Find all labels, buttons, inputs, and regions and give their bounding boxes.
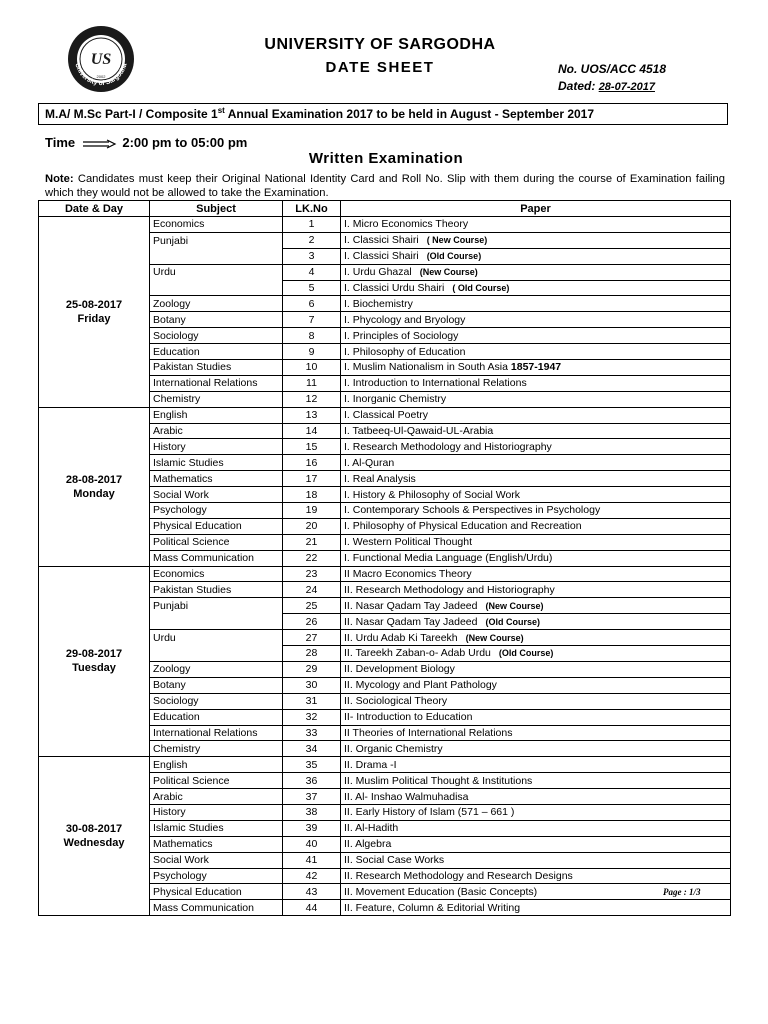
subject-cell: Punjabi (150, 232, 283, 248)
lk-number-cell: 40 (283, 836, 341, 852)
subject-cell: Physical Education (150, 884, 283, 900)
course-tag: ( Old Course) (452, 283, 510, 293)
lk-number-cell: 3 (283, 248, 341, 264)
paper-cell (341, 296, 731, 312)
subject-cell: Zoology (150, 661, 283, 677)
paper-title: I. Classici Urdu Shairi (344, 282, 445, 294)
paper-title: II. Feature, Column & Editorial Writing (344, 901, 521, 914)
subject-cell: Political Science (150, 773, 283, 789)
course-tag: (New Course) (485, 600, 544, 611)
exam-title-box (38, 103, 728, 125)
subject-cell: Punjabi (150, 598, 283, 614)
subject-cell: Education (150, 709, 283, 725)
lk-number-cell: 7 (283, 312, 341, 328)
lk-number-cell: 12 (283, 391, 341, 407)
date-day-cell (39, 757, 150, 916)
subject-cell: Social Work (150, 487, 283, 503)
exam-time (45, 135, 247, 150)
dated-label: Dated: (558, 79, 596, 93)
lk-number-cell: 34 (283, 741, 341, 757)
paper-title: II. Sociological Theory (344, 695, 448, 708)
paper-cell (341, 503, 731, 519)
paper-cell (341, 646, 731, 662)
paper-cell (341, 852, 731, 868)
lk-number-cell: 19 (283, 503, 341, 519)
paper-title: II. Muslim Political Thought & Institutions (344, 774, 533, 787)
subject-cell: Botany (150, 677, 283, 693)
paper-cell (341, 836, 731, 852)
lk-number-cell: 41 (283, 852, 341, 868)
paper-title: I. Classical Poetry (344, 409, 429, 422)
university-logo-icon (67, 25, 135, 93)
paper-title: II. Nasar Qadam Tay Jadeed (344, 599, 478, 612)
header-subject: Subject (150, 201, 283, 217)
paper-cell (341, 455, 731, 471)
paper-title: II. Organic Chemistry (344, 742, 443, 755)
subject-cell: English (150, 407, 283, 423)
paper-cell (341, 677, 731, 693)
lk-number-cell: 38 (283, 804, 341, 820)
paper-cell (341, 773, 731, 789)
subject-cell: Chemistry (150, 741, 283, 757)
dated-line (558, 79, 655, 93)
written-exam-heading: Written Examination (308, 150, 464, 167)
lk-number-cell: 15 (283, 439, 341, 455)
paper-cell (341, 217, 731, 233)
header-date-day: Date & Day (39, 201, 150, 217)
paper-title: I. Contemporary Schools & Perspectives in Psychology (344, 504, 601, 517)
subject-cell: Political Science (150, 534, 283, 550)
paper-title: II. Research Methodology and Historiography (344, 583, 555, 596)
subject-cell: History (150, 804, 283, 820)
paper-title: I. Biochemistry (344, 297, 413, 310)
paper-cell (341, 566, 731, 582)
subject-cell: Mathematics (150, 471, 283, 487)
lk-number-cell: 8 (283, 328, 341, 344)
paper-title: II. Development Biology (344, 663, 455, 676)
paper-title: II. Al-Hadith (344, 822, 399, 835)
lk-number-cell: 35 (283, 757, 341, 773)
subject-cell: International Relations (150, 725, 283, 741)
subject-cell: Arabic (150, 789, 283, 805)
subject-cell: Economics (150, 566, 283, 582)
paper-cell (341, 344, 731, 360)
paper-cell (341, 725, 731, 741)
paper-title: I. Principles of Sociology (344, 329, 459, 342)
paper-cell (341, 804, 731, 820)
course-tag: (New Course) (465, 632, 524, 643)
paper-title: II. Algebra (344, 838, 392, 851)
subject-cell: Chemistry (150, 391, 283, 407)
lk-number-cell: 23 (283, 566, 341, 582)
exam-day: Monday (73, 487, 115, 500)
subject-cell (150, 248, 283, 264)
table-body (39, 217, 731, 916)
table-header-row (39, 201, 731, 217)
paper-cell (341, 487, 731, 503)
paper-cell (341, 789, 731, 805)
paper-cell (341, 232, 731, 248)
exam-title-sup: st (217, 106, 225, 115)
paper-cell (341, 614, 731, 630)
paper-cell (341, 709, 731, 725)
subject-cell: Education (150, 344, 283, 360)
paper-cell (341, 264, 731, 280)
subject-cell: Zoology (150, 296, 283, 312)
lk-number-cell: 5 (283, 280, 341, 296)
course-tag: (Old Course) (426, 251, 482, 262)
lk-number-cell: 25 (283, 598, 341, 614)
subject-cell: Sociology (150, 328, 283, 344)
subject-cell: Psychology (150, 503, 283, 519)
paper-title: I. Research Methodology and Historiography (344, 440, 552, 453)
paper-title: II. Nasar Qadam Tay Jadeed (344, 615, 478, 628)
paper-cell (341, 582, 731, 598)
lk-number-cell: 20 (283, 518, 341, 534)
subject-cell: Economics (150, 217, 283, 233)
lk-number-cell: 10 (283, 360, 341, 376)
exam-date: 29-08-2017 (65, 648, 123, 661)
paper-title: I. Phycology and Bryology (344, 313, 466, 326)
page-number: Page : 1/3 (663, 887, 701, 897)
time-value: 2:00 pm to 05:00 pm (122, 135, 248, 150)
paper-cell (341, 471, 731, 487)
svg-text:US: US (90, 51, 112, 68)
paper-cell (341, 312, 731, 328)
exam-date: 30-08-2017 (65, 823, 123, 836)
lk-number-cell: 36 (283, 773, 341, 789)
lk-number-cell: 28 (283, 646, 341, 662)
exam-date: 28-08-2017 (65, 473, 123, 486)
paper-title: I. Muslim Nationalism in South Asia (344, 361, 508, 374)
subject-cell: Urdu (150, 264, 283, 280)
lk-number-cell: 4 (283, 264, 341, 280)
table-row (39, 757, 731, 773)
paper-cell (341, 375, 731, 391)
paper-title: II Theories of International Relations (344, 726, 513, 739)
paper-cell (341, 407, 731, 423)
header-lk-no: LK.No (283, 201, 341, 217)
lk-number-cell: 18 (283, 487, 341, 503)
paper-title: II Macro Economics Theory (344, 568, 472, 581)
paper-title: I. Philosophy of Education (344, 345, 466, 358)
paper-title: II. Urdu Adab Ki Tareekh (344, 631, 458, 644)
exam-date: 25-08-2017 (65, 298, 123, 311)
exam-title-prefix: M.A/ M.Sc Part-I / Composite 1 (45, 107, 218, 121)
lk-number-cell: 30 (283, 677, 341, 693)
lk-number-cell: 42 (283, 868, 341, 884)
date-day-cell (39, 217, 150, 408)
paper-title: I. Classici Shairi (344, 250, 419, 263)
lk-number-cell: 13 (283, 407, 341, 423)
exam-day: Tuesday (72, 662, 116, 675)
paper-title: II. Mycology and Plant Pathology (344, 679, 497, 692)
lk-number-cell: 16 (283, 455, 341, 471)
lk-number-cell: 33 (283, 725, 341, 741)
date-day-cell (39, 566, 150, 757)
subject-cell: Physical Education (150, 518, 283, 534)
paper-title: II. Tareekh Zaban-o- Adab Urdu (344, 647, 491, 660)
course-tag: (Old Course) (485, 616, 540, 627)
lk-number-cell: 14 (283, 423, 341, 439)
subject-cell: Urdu (150, 630, 283, 646)
lk-number-cell: 37 (283, 789, 341, 805)
paper-title: II. Drama -I (344, 758, 397, 771)
paper-cell (341, 757, 731, 773)
header-paper: Paper (341, 201, 731, 217)
table-row (39, 217, 731, 233)
paper-cell (341, 391, 731, 407)
paper-cell (341, 518, 731, 534)
subject-cell: Mass Communication (150, 550, 283, 566)
paper-title: I. Inorganic Chemistry (344, 393, 447, 406)
subject-cell (150, 280, 283, 296)
course-tag: (Old Course) (498, 648, 554, 659)
lk-number-cell: 11 (283, 375, 341, 391)
paper-cell (341, 423, 731, 439)
reference-number: No. UOS/ACC 4518 (558, 62, 667, 76)
dated-value: 28-07-2017 (598, 81, 655, 93)
paper-cell (341, 598, 731, 614)
lk-number-cell: 24 (283, 582, 341, 598)
subject-cell: Psychology (150, 868, 283, 884)
arrow-right-icon (81, 139, 117, 149)
lk-number-cell: 32 (283, 709, 341, 725)
date-sheet-title: DATE SHEET (325, 59, 435, 76)
paper-cell (341, 868, 731, 884)
paper-cell (341, 693, 731, 709)
paper-cell (341, 439, 731, 455)
lk-number-cell: 27 (283, 630, 341, 646)
note-label: Note: (45, 173, 74, 185)
paper-title: II- Introduction to Education (344, 711, 473, 724)
note-paragraph (45, 172, 725, 200)
paper-title: I. Classici Shairi (344, 234, 419, 247)
subject-cell: Sociology (150, 693, 283, 709)
lk-number-cell: 2 (283, 232, 341, 248)
subject-cell: International Relations (150, 375, 283, 391)
lk-number-cell: 43 (283, 884, 341, 900)
paper-cell (341, 550, 731, 566)
lk-number-cell: 31 (283, 693, 341, 709)
lk-number-cell: 44 (283, 900, 341, 916)
subject-cell: Mathematics (150, 836, 283, 852)
lk-number-cell: 22 (283, 550, 341, 566)
paper-cell (341, 630, 731, 646)
paper-year-range: 1857-1947 (510, 361, 562, 374)
note-text: Candidates must keep their Original National Identity Card and Roll No. Slip with them during the course of Examination failing which they would not be allowed to take the Examination. (45, 173, 725, 199)
paper-cell (341, 741, 731, 757)
paper-title: II. Al- Inshao Walmuhadisa (344, 790, 469, 803)
subject-cell: Pakistan Studies (150, 582, 283, 598)
paper-cell (341, 820, 731, 836)
lk-number-cell: 21 (283, 534, 341, 550)
subject-cell: Islamic Studies (150, 455, 283, 471)
paper-title: I. History & Philosophy of Social Work (344, 488, 521, 501)
table-row (39, 566, 731, 582)
subject-cell (150, 646, 283, 662)
course-tag: ( New Course) (426, 235, 488, 246)
subject-cell: Pakistan Studies (150, 360, 283, 376)
subject-cell: History (150, 439, 283, 455)
lk-number-cell: 29 (283, 661, 341, 677)
paper-title: I. Micro Economics Theory (344, 218, 469, 231)
subject-cell (150, 614, 283, 630)
paper-title: II. Movement Education (Basic Concepts) (344, 885, 538, 898)
paper-title: I. Western Political Thought (344, 536, 473, 549)
paper-title: I. Functional Media Language (English/Urdu) (344, 552, 553, 565)
lk-number-cell: 17 (283, 471, 341, 487)
paper-title: I. Al-Quran (344, 456, 395, 469)
subject-cell: Islamic Studies (150, 820, 283, 836)
paper-cell (341, 661, 731, 677)
lk-number-cell: 6 (283, 296, 341, 312)
course-tag: (New Course) (419, 267, 478, 278)
paper-cell (341, 900, 731, 916)
lk-number-cell: 9 (283, 344, 341, 360)
table-row (39, 407, 731, 423)
paper-title: I. Urdu Ghazal (344, 266, 412, 279)
subject-cell: Botany (150, 312, 283, 328)
paper-cell (341, 280, 731, 296)
paper-title: I. Introduction to International Relations (344, 377, 527, 390)
lk-number-cell: 39 (283, 820, 341, 836)
exam-title-suffix: Annual Examination 2017 to be held in August - September 2017 (224, 107, 595, 121)
svg-text:University of Sargodha: University of Sargodha (73, 62, 129, 88)
paper-cell (341, 360, 731, 376)
date-sheet-table (38, 200, 731, 916)
paper-title: II. Early History of Islam (571 – 661 ) (344, 806, 515, 819)
university-name: UNIVERSITY OF SARGODHA (264, 36, 496, 53)
paper-cell (341, 248, 731, 264)
subject-cell: Mass Communication (150, 900, 283, 916)
paper-cell (341, 328, 731, 344)
subject-cell: Social Work (150, 852, 283, 868)
subject-cell: Arabic (150, 423, 283, 439)
lk-number-cell: 26 (283, 614, 341, 630)
svg-text:2002: 2002 (96, 74, 106, 79)
exam-day: Friday (77, 312, 111, 325)
time-label: Time (45, 135, 76, 150)
paper-cell (341, 534, 731, 550)
paper-title: II. Social Case Works (344, 854, 445, 867)
paper-title: I. Philosophy of Physical Education and Recreation (344, 520, 582, 533)
exam-day: Wednesday (63, 837, 125, 850)
subject-cell: English (150, 757, 283, 773)
lk-number-cell: 1 (283, 217, 341, 233)
paper-title: II. Research Methodology and Research Designs (344, 869, 573, 882)
paper-title: I. Tatbeeq-Ul-Qawaid-UL-Arabia (344, 425, 494, 438)
date-day-cell (39, 407, 150, 566)
paper-title: I. Real Analysis (344, 472, 416, 485)
